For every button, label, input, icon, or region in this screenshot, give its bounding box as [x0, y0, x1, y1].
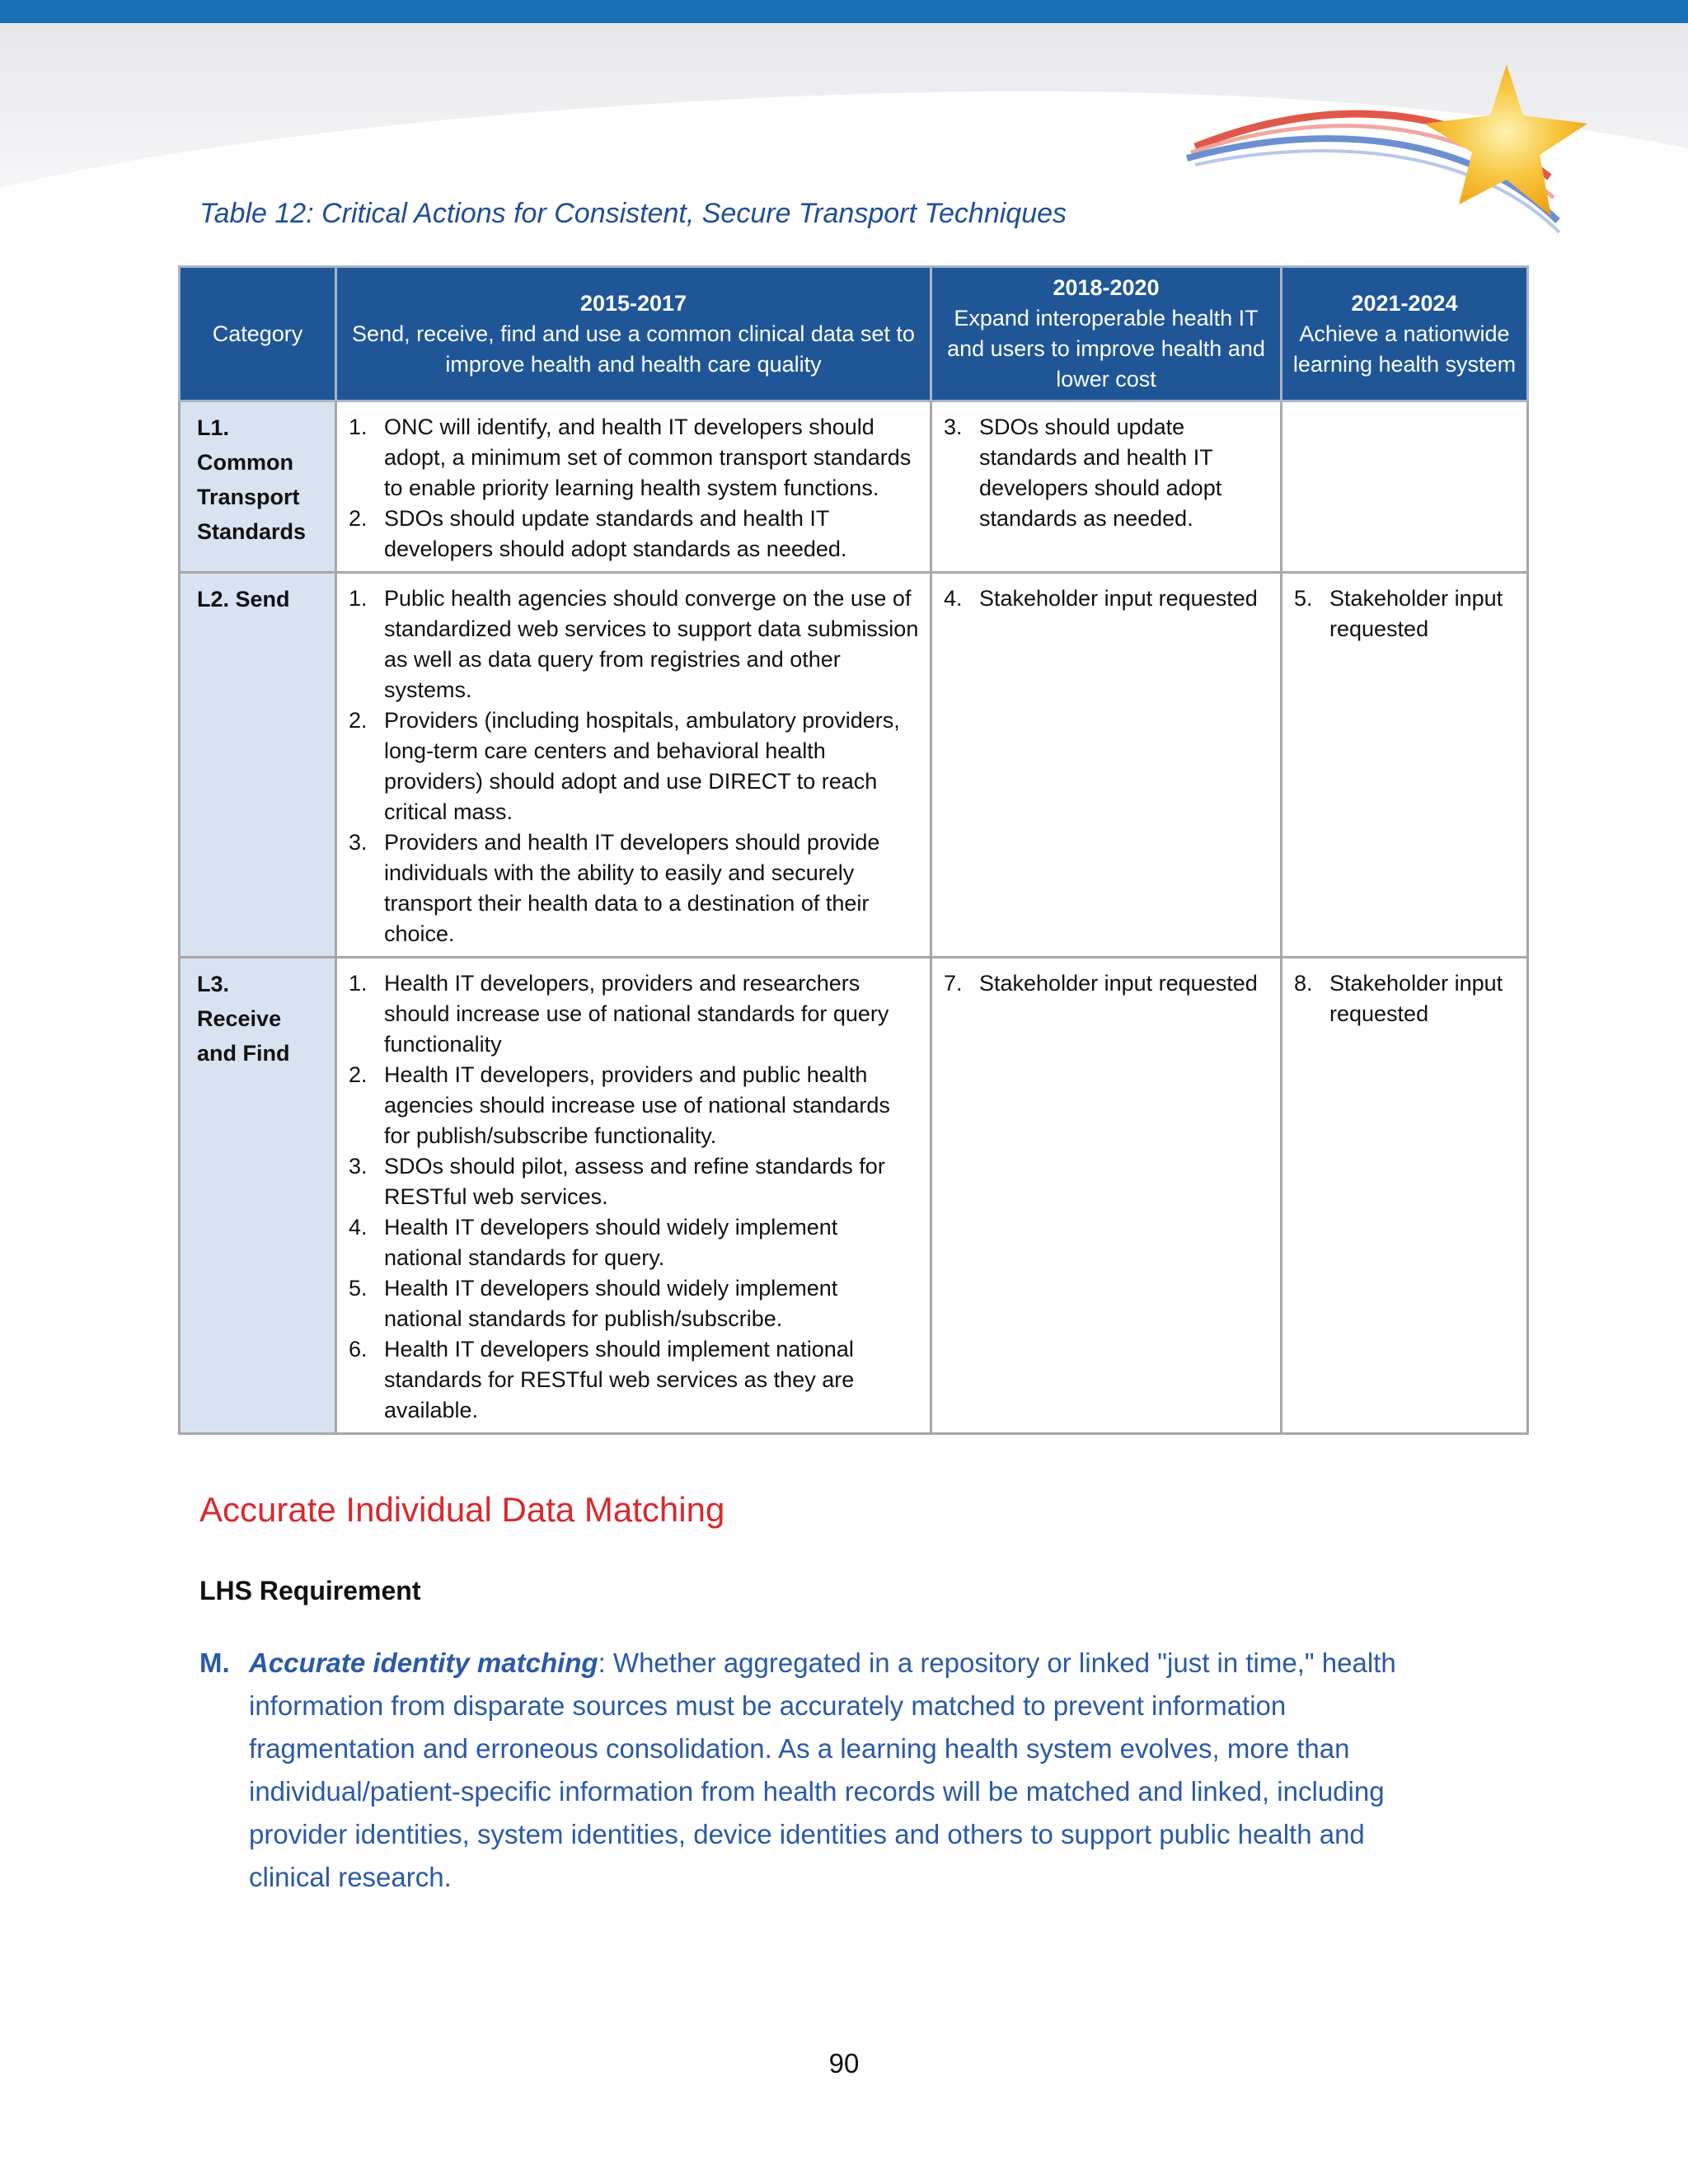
header-2018-2020 — [931, 267, 1282, 401]
table-caption: Table 12: Critical Actions for Consistent, Secure Transport Techniques — [199, 198, 1067, 229]
action-item — [940, 583, 1272, 614]
action-cell — [1282, 401, 1528, 573]
action-item — [345, 827, 921, 949]
action-text: Health IT developers, providers and public health agencies should increase use of national standards for publish/subscribe functionality. — [384, 1062, 890, 1148]
requirement-letter: M. — [199, 1647, 230, 1678]
action-text: SDOs should update standards and health IT developers should adopt standards as needed. — [979, 415, 1222, 531]
action-text: Providers and health IT developers should provide individuals with the ability to easily and securely transport their health data to a destination of their choice. — [384, 830, 880, 946]
action-text: SDOs should update standards and health IT developers should adopt standards as needed. — [384, 506, 847, 561]
action-number: 6. — [349, 1337, 368, 1361]
action-cell — [336, 401, 931, 573]
action-item — [345, 583, 921, 705]
requirement-text: Whether aggregated in a repository or linked "just in time," health information from disparate sources must be accurately matched to prevent information fragmentation and erroneous consolidation. As a learning health system evolves, more than individual/patient-specific information from health records will be matched and linked, including provider identities, system identities, device identities and others to support public health and clinical research. — [249, 1647, 1396, 1892]
action-item — [345, 1273, 921, 1334]
requirement-paragraph — [199, 1642, 1452, 1899]
action-number: 3. — [349, 1154, 368, 1179]
action-cell — [336, 958, 931, 1434]
header-description: Category — [212, 321, 303, 346]
category-cell: L2. Send — [180, 573, 336, 958]
table-row — [180, 958, 1528, 1434]
action-text: Stakeholder input requested — [979, 586, 1258, 611]
action-list — [345, 968, 921, 1426]
action-item — [940, 968, 1272, 999]
header-description: Achieve a nationwide learning health system — [1292, 321, 1517, 377]
action-cell — [931, 573, 1282, 958]
action-text: Stakeholder input requested — [1329, 971, 1503, 1026]
table-row — [180, 573, 1528, 958]
action-item — [345, 504, 921, 565]
action-text: Stakeholder input requested — [1329, 586, 1503, 641]
action-number: 3. — [944, 415, 963, 439]
action-text: Health IT developers should widely implement national standards for query. — [384, 1215, 838, 1270]
header-category — [180, 267, 336, 401]
header-period: 2018-2020 — [1053, 275, 1160, 300]
category-cell: L3. Receive and Find — [180, 958, 336, 1434]
action-item — [1291, 583, 1518, 644]
requirement-separator: : — [598, 1647, 606, 1678]
action-number: 8. — [1294, 971, 1313, 996]
requirement-term: Accurate identity matching — [249, 1647, 598, 1678]
action-list — [940, 412, 1272, 534]
action-text: Health IT developers, providers and researchers should increase use of national standards for query functionality — [384, 971, 889, 1057]
action-item — [345, 1151, 921, 1212]
action-number: 1. — [349, 971, 368, 996]
action-item — [345, 968, 921, 1060]
category-cell: L1. Common Transport Standards — [180, 401, 336, 573]
requirement-heading: LHS Requirement — [199, 1576, 421, 1605]
action-number: 4. — [349, 1215, 368, 1240]
action-cell — [1282, 573, 1528, 958]
action-item — [345, 412, 921, 504]
table-row — [180, 401, 1528, 573]
table-header-row — [180, 267, 1528, 401]
action-text: Health IT developers should implement national standards for RESTful web services as they are available. — [384, 1337, 855, 1422]
action-cell — [931, 401, 1282, 573]
header-2021-2024 — [1282, 267, 1528, 401]
requirement-body — [199, 1642, 1452, 1899]
page-number: 90 — [828, 2048, 860, 2079]
header-period: 2015-2017 — [579, 290, 687, 316]
action-list — [940, 968, 1272, 999]
action-list — [345, 583, 921, 949]
action-number: 4. — [944, 586, 963, 611]
critical-actions-table — [178, 265, 1529, 1435]
section-title: Accurate Individual Data Matching — [199, 1490, 725, 1529]
action-cell — [1282, 958, 1528, 1434]
header-period: 2021-2024 — [1351, 290, 1458, 316]
action-number: 1. — [349, 586, 368, 611]
action-number: 3. — [349, 830, 368, 855]
header-2015-2017 — [336, 267, 931, 401]
action-number: 5. — [1294, 586, 1313, 611]
action-list — [1291, 583, 1518, 644]
action-text: SDOs should pilot, assess and refine standards for RESTful web services. — [384, 1154, 885, 1209]
action-cell — [336, 573, 931, 958]
action-list — [940, 583, 1272, 614]
action-item — [345, 1212, 921, 1273]
action-text: Public health agencies should converge on the use of standardized web services to support data submission as well as data query from registries and other systems. — [384, 586, 919, 702]
action-text: Health IT developers should widely implement national standards for publish/subscribe. — [384, 1276, 838, 1331]
action-number: 1. — [349, 415, 368, 439]
action-item — [940, 412, 1272, 534]
action-item — [1291, 968, 1518, 1029]
action-item — [345, 1060, 921, 1151]
action-list — [345, 412, 921, 565]
action-text: Stakeholder input requested — [979, 971, 1258, 996]
action-number: 5. — [349, 1276, 368, 1301]
action-number: 7. — [944, 971, 963, 996]
action-list — [1291, 968, 1518, 1029]
action-number: 2. — [349, 506, 368, 531]
action-item — [345, 705, 921, 827]
action-text: Providers (including hospitals, ambulatory providers, long-term care centers and behavioral health providers) should adopt and use DIRECT to reach critical mass. — [384, 708, 900, 824]
action-number: 2. — [349, 1062, 368, 1087]
header-description: Send, receive, find and use a common clinical data set to improve health and health care quality — [352, 321, 915, 377]
action-item — [345, 1334, 921, 1426]
header-description: Expand interoperable health IT and users to improve health and lower cost — [947, 306, 1265, 391]
top-banner-bar — [0, 0, 1688, 23]
action-number: 2. — [349, 708, 368, 733]
action-cell — [931, 958, 1282, 1434]
action-text: ONC will identify, and health IT developers should adopt, a minimum set of common transport standards to enable priority learning health system functions. — [384, 415, 912, 500]
